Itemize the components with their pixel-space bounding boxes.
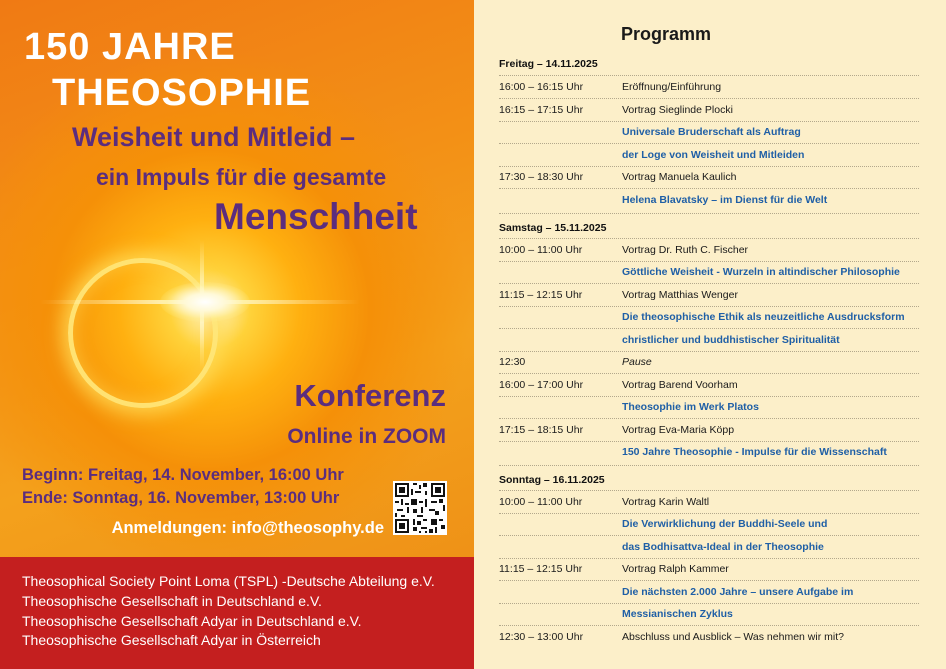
entry-time: 12:30 — [499, 356, 526, 368]
end-text: Ende: Sonntag, 16. November, 13:00 Uhr — [22, 489, 340, 507]
divider — [499, 98, 919, 99]
divider — [499, 490, 919, 491]
day-heading: Freitag – 14.11.2025 — [499, 58, 598, 70]
entry-talk: Vortrag Ralph Kammer — [622, 563, 729, 575]
entry-talk: Vortrag Sieglinde Plocki — [622, 104, 733, 116]
entry-time: 11:15 – 12:15 Uhr — [499, 289, 583, 301]
divider — [499, 535, 919, 536]
entry-time: 11:15 – 12:15 Uhr — [499, 563, 583, 575]
program-title: Programm — [621, 24, 712, 44]
entry-topic: christlicher und buddhistischer Spiritualität — [622, 334, 840, 346]
entry-topic: 150 Jahre Theosophie - Impulse für die Wissenschaft — [622, 446, 887, 458]
organizations-band — [0, 557, 474, 669]
organization-line: Theosophische Gesellschaft Adyar in Österreich — [22, 632, 321, 648]
day-heading: Sonntag – 16.11.2025 — [499, 474, 605, 486]
title-line-2: THEOSOPHIE — [52, 72, 312, 114]
entry-topic: Göttliche Weisheit - Wurzeln in altindischer Philosophie — [622, 266, 900, 278]
organization-line: Theosophical Society Point Loma (TSPL) -Deutsche Abteilung e.V. — [22, 573, 435, 589]
divider — [499, 580, 919, 581]
conference-label: Konferenz — [294, 378, 446, 413]
divider — [499, 283, 919, 284]
online-label: Online in ZOOM — [287, 425, 446, 448]
entry-talk: Vortrag Dr. Ruth C. Fischer — [622, 244, 749, 256]
program-panel — [474, 0, 946, 669]
entry-talk: Eröffnung/Einführung — [622, 81, 722, 93]
divider — [499, 121, 919, 122]
entry-time: 17:15 – 18:15 Uhr — [499, 424, 584, 436]
divider — [499, 75, 919, 76]
divider — [499, 603, 919, 604]
divider — [499, 441, 919, 442]
entry-time: 16:00 – 16:15 Uhr — [499, 81, 584, 93]
registration-link[interactable]: Anmeldungen: info@theosophy.de — [111, 519, 384, 537]
subtitle-line-3: Menschheit — [214, 196, 418, 237]
entry-topic: Messianischen Zyklus — [622, 608, 733, 620]
divider — [499, 306, 919, 307]
entry-talk: Vortrag Karin Waltl — [622, 496, 710, 508]
begin-text: Beginn: Freitag, 14. November, 16:00 Uhr — [22, 466, 344, 484]
entry-talk: Vortrag Eva-Maria Köpp — [622, 424, 735, 436]
entry-topic: Helena Blavatsky – im Dienst für die Welt — [622, 194, 828, 206]
divider — [499, 418, 919, 419]
divider — [499, 213, 919, 214]
entry-topic: Die nächsten 2.000 Jahre – unsere Aufgabe im — [622, 586, 854, 598]
subtitle-line-2: ein Impuls für die gesamte — [96, 164, 387, 190]
entry-topic: Theosophie im Werk Platos — [622, 401, 759, 413]
divider — [499, 261, 919, 262]
entry-topic: Universale Bruderschaft als Auftrag — [622, 126, 801, 138]
divider — [499, 558, 919, 559]
divider — [499, 166, 919, 167]
entry-topic: Die theosophische Ethik als neuzeitliche Ausdrucksform — [622, 311, 905, 323]
day-heading: Samstag – 15.11.2025 — [499, 222, 607, 234]
organization-line: Theosophische Gesellschaft in Deutschland e.V. — [22, 593, 322, 609]
entry-topic: Die Verwirklichung der Buddhi-Seele und — [622, 518, 828, 530]
entry-time: 10:00 – 11:00 Uhr — [499, 244, 583, 256]
sun-flare-graphic — [160, 282, 250, 322]
qr-code-image[interactable] — [393, 481, 447, 535]
entry-time: 16:00 – 17:00 Uhr — [499, 379, 584, 391]
divider — [499, 625, 919, 626]
subtitle-line-1: Weisheit und Mitleid – — [72, 122, 356, 152]
entry-time: 16:15 – 17:15 Uhr — [499, 104, 584, 116]
entry-talk: Abschluss und Ausblick – Was nehmen wir mit? — [622, 631, 844, 643]
title-line-1: 150 JAHRE — [24, 26, 236, 68]
divider — [499, 351, 919, 352]
entry-talk: Vortrag Manuela Kaulich — [622, 171, 737, 183]
divider — [499, 513, 919, 514]
divider — [499, 238, 919, 239]
divider — [499, 143, 919, 144]
entry-topic: das Bodhisattva-Ideal in der Theosophie — [622, 541, 824, 553]
entry-time: 10:00 – 11:00 Uhr — [499, 496, 583, 508]
divider — [499, 396, 919, 397]
divider — [499, 373, 919, 374]
divider — [499, 465, 919, 466]
eclipse-ring-graphic — [68, 258, 218, 408]
divider — [499, 328, 919, 329]
entry-topic: der Loge von Weisheit und Mitleiden — [622, 149, 805, 161]
entry-time: 12:30 – 13:00 Uhr — [499, 631, 584, 643]
organization-line: Theosophische Gesellschaft Adyar in Deutschland e.V. — [22, 613, 362, 629]
divider — [499, 188, 919, 189]
entry-talk: Pause — [622, 356, 652, 368]
entry-talk: Vortrag Matthias Wenger — [622, 289, 738, 301]
entry-talk: Vortrag Barend Voorham — [622, 379, 738, 391]
entry-time: 17:30 – 18:30 Uhr — [499, 171, 584, 183]
